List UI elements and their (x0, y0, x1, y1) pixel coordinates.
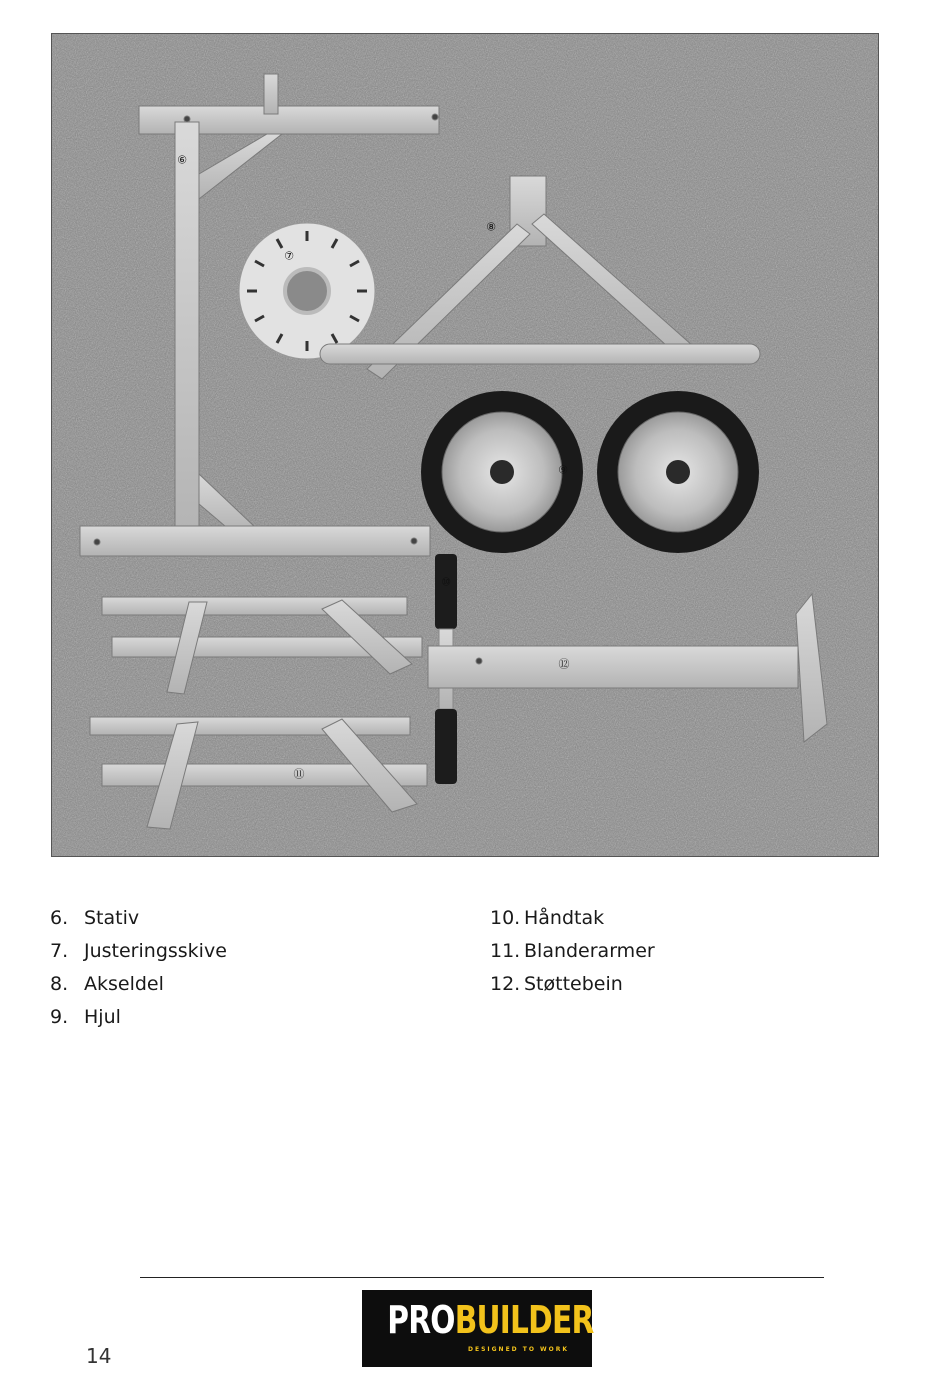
list-item (50, 1001, 227, 1034)
callout-6: ⑥ (177, 153, 187, 167)
parts-photo (51, 33, 879, 857)
list-item (490, 968, 655, 1001)
callout-12: ⑫ (558, 657, 570, 671)
logo-wordmark (387, 1296, 594, 1344)
part-number: 8. (50, 973, 69, 995)
list-item (50, 902, 227, 935)
callout-10: ⑩ (441, 575, 451, 589)
part-label: Justeringsskive (84, 940, 227, 962)
list-item (490, 902, 655, 935)
part-number: 6. (50, 907, 69, 929)
logo-pro-text: PRO (387, 1298, 455, 1342)
part-label: Stativ (84, 907, 140, 929)
callout-11: ⑪ (293, 767, 305, 781)
part-number: 12. (490, 973, 521, 995)
parts-list-right (490, 902, 655, 1001)
list-item (50, 935, 227, 968)
logo-builder-text: BUILDER (454, 1298, 594, 1342)
part-label: Blanderarmer (524, 940, 655, 962)
list-item (50, 968, 227, 1001)
page-number: 14 (86, 1344, 112, 1368)
part-number: 9. (50, 1006, 69, 1028)
logo-tagline: DESIGNED TO WORK (468, 1346, 570, 1353)
probuilder-logo (362, 1290, 592, 1367)
part-label: Hjul (84, 1006, 121, 1028)
footer-divider (140, 1277, 824, 1278)
parts-list (50, 902, 880, 1042)
adjustment-disc (239, 223, 375, 359)
part-number: 11. (490, 940, 521, 962)
part-label: Akseldel (84, 973, 164, 995)
callout-8: ⑧ (486, 220, 496, 234)
part-label: Håndtak (524, 907, 605, 929)
part-number: 7. (50, 940, 69, 962)
callout-9: ⑨ (558, 463, 568, 477)
callout-7: ⑦ (284, 249, 294, 263)
part-label: Støttebein (524, 973, 623, 995)
part-number: 10. (490, 907, 521, 929)
list-item (490, 935, 655, 968)
wheel-right (597, 391, 759, 553)
parts-list-left (50, 902, 227, 1034)
